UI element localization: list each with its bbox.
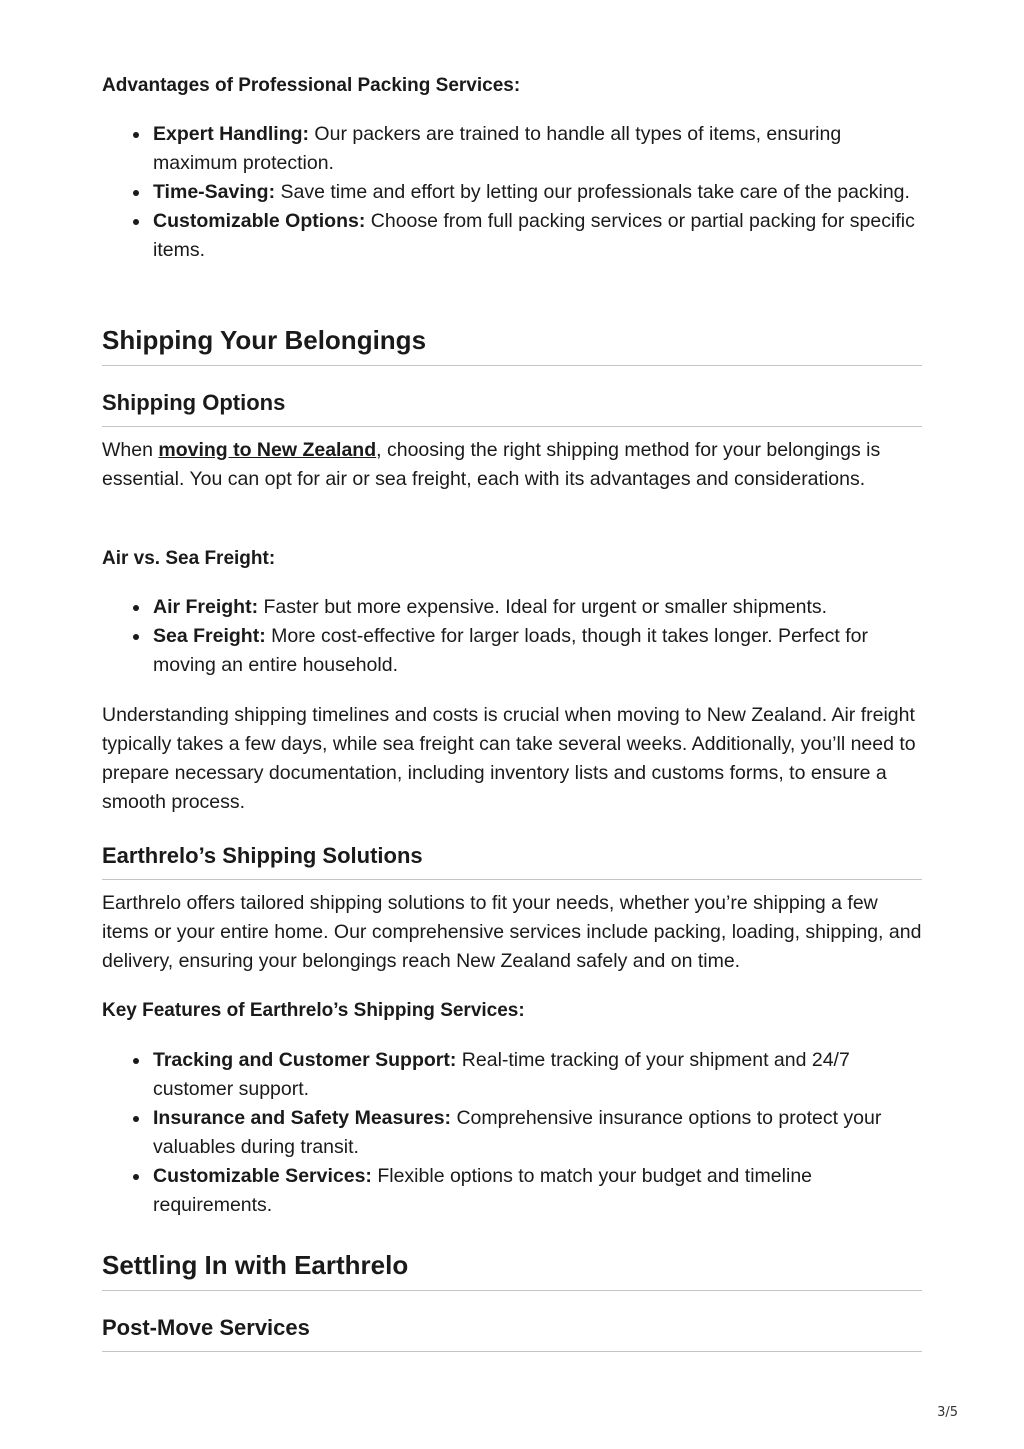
shipping-features-list xyxy=(102,1046,922,1220)
list-item xyxy=(153,1162,922,1220)
list-item-text: Comprehensive insurance options to protect your valuables during transit. xyxy=(153,1107,882,1158)
list-item-term: Customizable Options: xyxy=(153,210,366,232)
list-item xyxy=(153,178,922,207)
list-item-term: Customizable Services: xyxy=(153,1165,372,1187)
shipping-options-paragraph xyxy=(102,436,922,494)
intro-text-after: , choosing the right shipping method for your belongings is essential. You can opt for air or sea freight, each with its advantages and considerations. xyxy=(102,439,881,490)
list-item-term: Sea Freight: xyxy=(153,625,266,647)
list-item-term: Time-Saving: xyxy=(153,181,276,203)
list-item xyxy=(153,120,922,178)
page-number: 3/5 xyxy=(937,1405,958,1420)
subsection-title-shipping-solutions: Earthrelo’s Shipping Solutions xyxy=(102,841,922,880)
packing-advantages-list xyxy=(102,120,922,265)
list-item xyxy=(153,207,922,265)
packing-advantages-heading: Advantages of Professional Packing Services: xyxy=(102,75,521,96)
shipping-solutions-paragraph: Earthrelo offers tailored shipping solutions to fit your needs, whether you’re shipping a few items or your entire home. Our comprehensive services include packing, loading, shipping, and delivery, ensuring your belongings reach New Zealand safely and on time. xyxy=(102,892,922,972)
list-item xyxy=(153,593,922,622)
shipping-timelines-paragraph: Understanding shipping timelines and costs is crucial when moving to New Zealand. Air freight typically takes a few days, while sea freight can take several weeks. Additionally, you’ll need to prepare necessary documentation, including inventory lists and customs forms, to ensure a smooth process. xyxy=(102,704,916,813)
list-item xyxy=(153,1104,922,1162)
shipping-features-heading: Key Features of Earthrelo’s Shipping Services: xyxy=(102,1000,525,1021)
subsection-title-post-move-services: Post-Move Services xyxy=(102,1313,922,1352)
section-title-settling-in: Settling In with Earthrelo xyxy=(102,1248,922,1291)
list-item-text: Our packers are trained to handle all types of items, ensuring maximum protection. xyxy=(153,123,842,174)
list-item-text: Save time and effort by letting our professionals take care of the packing. xyxy=(275,181,910,203)
list-item-text: Real-time tracking of your shipment and 24/7 customer support. xyxy=(153,1049,850,1100)
list-item xyxy=(153,1046,922,1104)
intro-text-before: When xyxy=(102,439,159,461)
moving-to-new-zealand-link[interactable]: moving to New Zealand xyxy=(158,439,377,461)
list-item xyxy=(153,622,922,680)
list-item-text: Faster but more expensive. Ideal for urgent or smaller shipments. xyxy=(258,596,828,618)
freight-heading: Air vs. Sea Freight: xyxy=(102,548,276,569)
list-item-term: Air Freight: xyxy=(153,596,259,618)
list-item-term: Tracking and Customer Support: xyxy=(153,1049,457,1071)
list-item-text: Choose from full packing services or partial packing for specific items. xyxy=(153,210,915,261)
subsection-title-shipping-options: Shipping Options xyxy=(102,388,922,427)
list-item-term: Expert Handling: xyxy=(153,123,310,145)
section-title-shipping: Shipping Your Belongings xyxy=(102,323,922,366)
freight-list xyxy=(102,593,922,680)
list-item-term: Insurance and Safety Measures: xyxy=(153,1107,452,1129)
list-item-text: Flexible options to match your budget and timeline requirements. xyxy=(153,1165,813,1216)
list-item-text: More cost-effective for larger loads, though it takes longer. Perfect for moving an entire household. xyxy=(153,625,868,676)
